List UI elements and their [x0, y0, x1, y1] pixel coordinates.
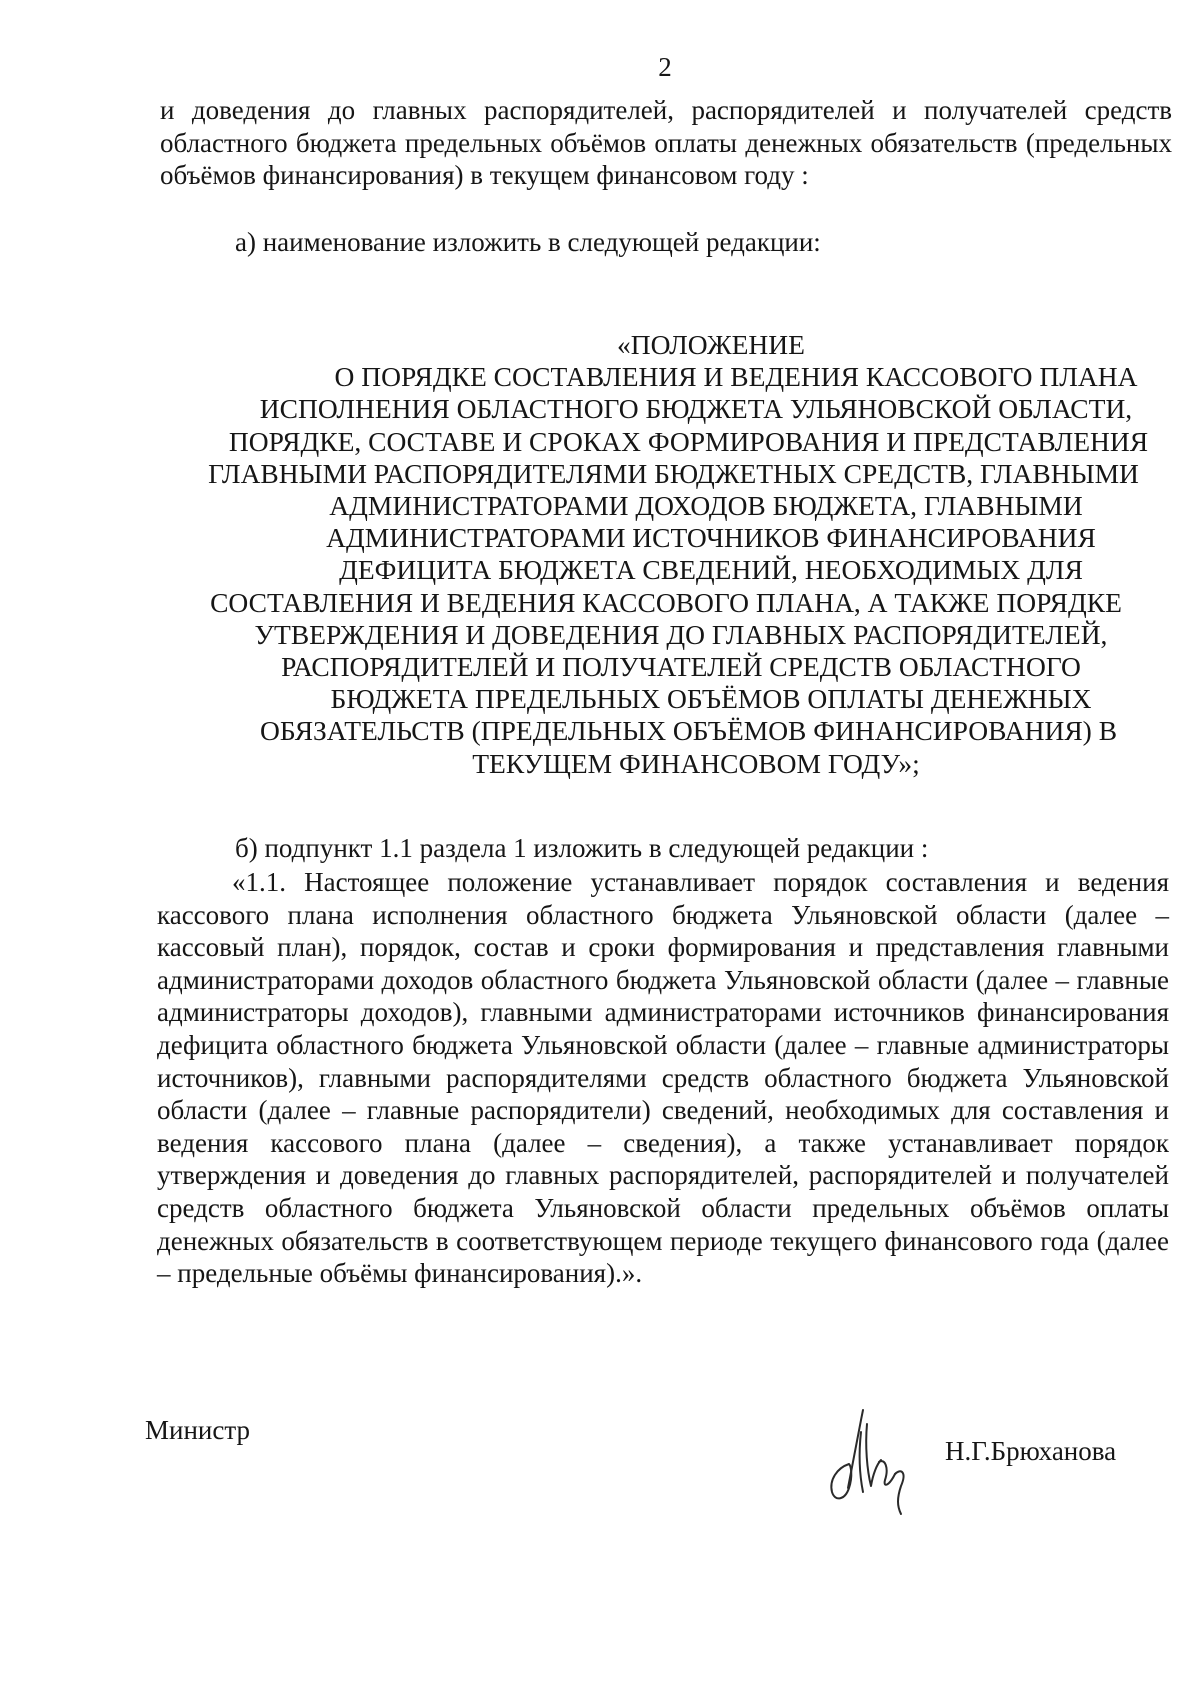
- clause-1-1-paragraph: «1.1. Настоящее положение устанавливает порядок составления и ведения кассового плана исполнения областного бюджета Ульяновской области (далее – кассовый план), порядок, состав и сроки формирования и представления главными администраторами доходов областного бюджета Ульяновской области (далее – главные администраторы доходов), главными администраторами источников финансирования дефицита областного бюджета Ульяновской области (далее – главные администраторы источников), главными распорядителями средств областного бюджета Ульяновской области (далее – главные распорядители) сведений, необходимых для составления и ведения кассового плана (далее – сведения), а также устанавливает порядок утверждения и доведения до главных распорядителей, распорядителей и получателей средств областного бюджета Ульяновской области предельных объёмов оплаты денежных обязательств в соответствующем периоде текущего финансового года (далее – предельные объёмы финансирования).».: [157, 867, 1169, 1289]
- heading-line: БЮДЖЕТА ПРЕДЕЛЬНЫХ ОБЪЁМОВ ОПЛАТЫ ДЕНЕЖНЫХ: [330, 683, 1092, 715]
- signer-name: Н.Г.Брюханова: [945, 1436, 1117, 1466]
- page-number: 2: [658, 52, 672, 82]
- heading-line: АДМИНИСТРАТОРАМИ ИСТОЧНИКОВ ФИНАНСИРОВАНИЯ: [326, 522, 1096, 554]
- heading-line: АДМИНИСТРАТОРАМИ ДОХОДОВ БЮДЖЕТА, ГЛАВНЫМИ: [329, 490, 1083, 522]
- heading-line: ТЕКУЩЕМ ФИНАНСОВОМ ГОДУ»;: [472, 747, 920, 779]
- regulation-heading: [160, 329, 1172, 780]
- heading-line: «ПОЛОЖЕНИЕ: [617, 329, 805, 360]
- heading-line: РАСПОРЯДИТЕЛЕЙ И ПОЛУЧАТЕЛЕЙ СРЕДСТВ ОБЛАСТНОГО: [281, 651, 1081, 683]
- intro-paragraph: и доведения до главных распорядителей, распорядителей и получателей средств областного бюджета предельных объёмов оплаты денежных обязательств (предельных объёмов финансирования) в текущем финансовом году :: [160, 95, 1172, 190]
- signer-title: Министр: [145, 1415, 250, 1445]
- heading-line: О ПОРЯДКЕ СОСТАВЛЕНИЯ И ВЕДЕНИЯ КАССОВОГО ПЛАНА: [334, 361, 1138, 393]
- heading-line: УТВЕРЖДЕНИЯ И ДОВЕДЕНИЯ ДО ГЛАВНЫХ РАСПОРЯДИТЕЛЕЙ,: [254, 618, 1108, 650]
- heading-line: ОБЯЗАТЕЛЬСТВ (ПРЕДЕЛЬНЫХ ОБЪЁМОВ ФИНАНСИРОВАНИЯ) В: [259, 715, 1118, 747]
- heading-line: ГЛАВНЫМИ РАСПОРЯДИТЕЛЯМИ БЮДЖЕТНЫХ СРЕДСТВ, ГЛАВНЫМИ: [208, 457, 1139, 489]
- item-a-paragraph: а) наименование изложить в следующей редакции:: [235, 227, 821, 257]
- heading-line: ДЕФИЦИТА БЮДЖЕТА СВЕДЕНИЙ, НЕОБХОДИМЫХ ДЛЯ: [339, 554, 1083, 586]
- heading-line: ПОРЯДКЕ, СОСТАВЕ И СРОКАХ ФОРМИРОВАНИЯ И ПРЕДСТАВЛЕНИЯ: [228, 425, 1149, 457]
- item-b-paragraph: б) подпункт 1.1 раздела 1 изложить в следующей редакции :: [235, 833, 929, 863]
- handwritten-signature: [815, 1402, 925, 1517]
- heading-line: ИСПОЛНЕНИЯ ОБЛАСТНОГО БЮДЖЕТА УЛЬЯНОВСКОЙ ОБЛАСТИ,: [259, 393, 1133, 425]
- heading-line: СОСТАВЛЕНИЯ И ВЕДЕНИЯ КАССОВОГО ПЛАНА, А ТАКЖЕ ПОРЯДКЕ: [210, 586, 1122, 618]
